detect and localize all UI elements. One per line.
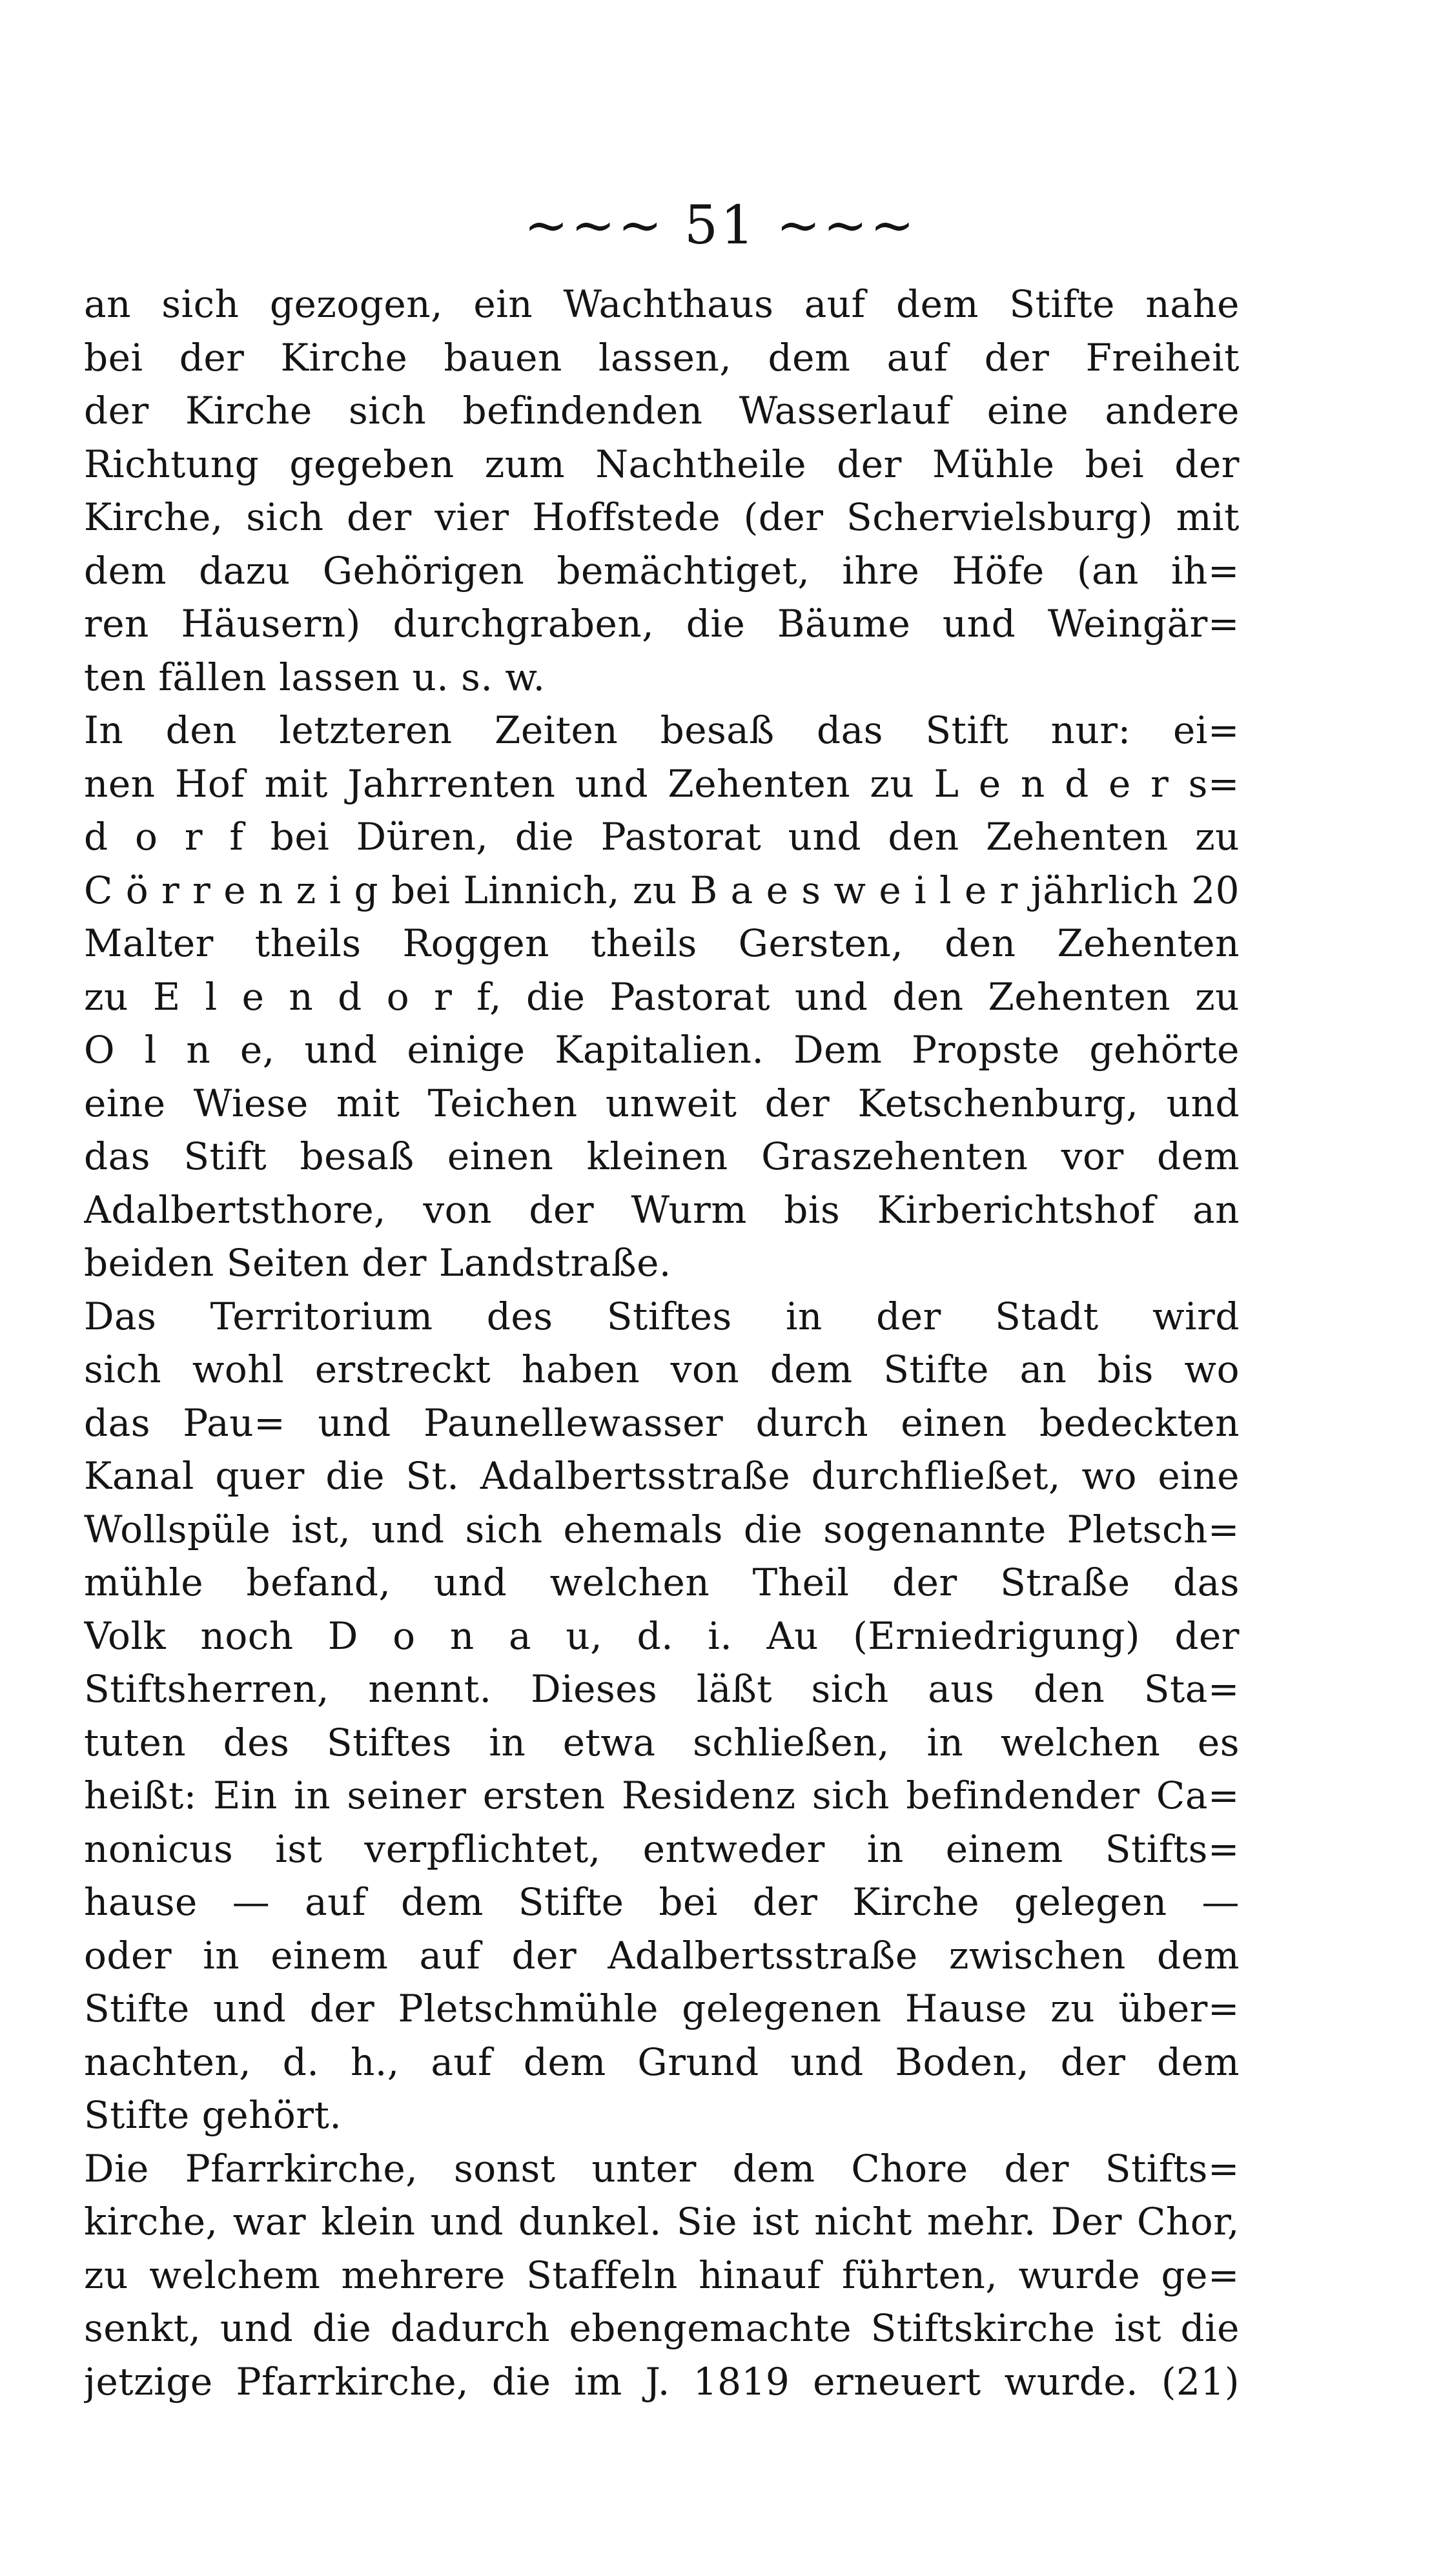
text-line: Volk noch D o n a u, d. i. Au (Erniedrigung) der [84,1613,1240,1658]
text-line: ren Häusern) durchgraben, die Bäume und Weingär= [84,602,1240,646]
text-line: nachten, d. h., auf dem Grund und Boden, der dem [84,2039,1240,2084]
text-line: mühle befand, und welchen Theil der Straße das [84,1560,1240,1604]
text-line: nonicus ist verpflichtet, entweder in einem Stifts= [84,1826,1240,1871]
text-line: heißt: Ein in seiner ersten Residenz sich befindender Ca= [84,1774,1240,1817]
text-line: Die Pfarrkirche, sonst unter dem Chore der Stifts= [84,2146,1240,2191]
text-line: Stiftsherren, nennt. Dieses läßt sich aus den Sta= [84,1667,1240,1711]
text-line: hause — auf dem Stifte bei der Kirche gelegen — [84,1880,1240,1924]
text-line: eine Wiese mit Teichen unweit der Ketschenburg, und [84,1081,1240,1125]
text-line: bei der Kirche bauen lassen, dem auf der Freiheit [84,335,1240,380]
body-text [84,278,1240,2408]
text-line: der Kirche sich befindenden Wasserlauf eine andere [84,389,1240,433]
text-line: nen Hof mit Jahrrenten und Zehenten zu L e n d e r s= [84,761,1240,806]
text-line: Malter theils Roggen theils Gersten, den Zehenten [84,921,1240,965]
text-line: Kanal quer die St. Adalbertsstraße durchfließet, wo eine [84,1454,1240,1498]
text-line: Das Territorium des Stiftes in der Stadt wird [84,1294,1240,1338]
text-line: O l n e, und einige Kapitalien. Dem Propste gehörte [84,1028,1240,1072]
text-line: senkt, und die dadurch ebengemachte Stiftskirche ist die [84,2306,1240,2350]
text-line: Wollspüle ist, und sich ehemals die sogenannte Pletsch= [84,1507,1240,1551]
text-line: das Stift besaß einen kleinen Graszehenten vor dem [84,1134,1240,1178]
text-line: Kirche, sich der vier Hoffstede (der Schervielsburg) mit [84,495,1240,539]
text-line: Stifte und der Pletschmühle gelegenen Hause zu über= [84,1987,1240,2030]
text-line: tuten des Stiftes in etwa schließen, in welchen es [84,1720,1240,1764]
text-line: das Pau= und Paunellewasser durch einen bedeckten [84,1400,1240,1445]
text-line: sich wohl erstreckt haben von dem Stifte an bis wo [84,1347,1240,1391]
text-line: Adalbertsthore, von der Wurm bis Kirberichtshof an [84,1187,1240,1232]
text-line: kirche, war klein und dunkel. Sie ist nicht mehr. Der Chor, [84,2200,1240,2244]
text-line: dem dazu Gehörigen bemächtiget, ihre Höfe (an ih= [84,548,1240,593]
text-line: zu E l e n d o r f, die Pastorat und den Zehenten zu [84,974,1240,1019]
page-number: ~~~ 51 ~~~ [524,195,917,256]
text-line: Stifte gehört. [84,2093,342,2137]
text-line: ten fällen lassen u. s. w. [84,655,546,699]
text-line: an sich gezogen, ein Wachthaus auf dem Stifte nahe [84,282,1240,326]
text-line: oder in einem auf der Adalbertsstraße zwischen dem [84,1933,1240,1978]
text-line: Richtung gegeben zum Nachtheile der Mühle bei der [84,442,1240,486]
text-line: d o r f bei Düren, die Pastorat und den Zehenten zu [84,815,1240,859]
text-line: In den letzteren Zeiten besaß das Stift nur: ei= [84,708,1240,752]
text-line: jetzige Pfarrkirche, die im J. 1819 erneuert wurde. (21) [84,2359,1240,2404]
text-line: zu welchem mehrere Staffeln hinauf führten, wurde ge= [84,2253,1240,2297]
text-line: C ö r r e n z i g bei Linnich, zu B a e s w e i l e r jährlich 20 [84,868,1240,912]
text-line: beiden Seiten der Landstraße. [84,1241,671,1285]
